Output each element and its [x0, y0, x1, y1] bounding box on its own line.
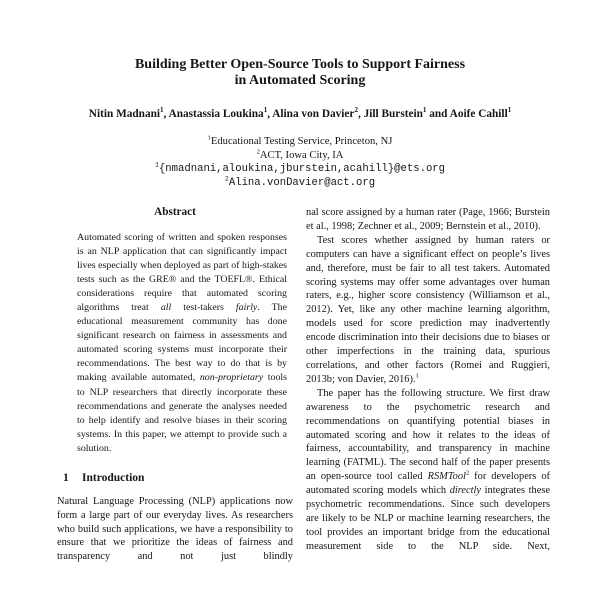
- paper-title: [0, 57, 600, 88]
- body-paragraph-structure: The paper has the following structure. We first draw awareness to the psychometric research and recommendations on quantifying potential biases in automated scoring and how it relates to the ideas of fairness, accountability, and transparency in machine learning (FATML). The second half of the paper presents an open-source tool called RSMTool$^2$ for developers of automated scoring models which directly integrates these psychometric recommendations. Since such developers are likely to be NLP or machine learning researchers, the tool provides an important bridge from the educational measurement side to the NLP side. Next,: [306, 387, 550, 552]
- title-line-2: in Automated Scoring: [234, 72, 366, 88]
- abstract-text: Automated scoring of written and spoken responses is an NLP application that can significantly impact lives especially when deployed as part of high-stakes tests such as the GRE® and the TOEFL®. Ethical considerations require that automated scoring algorithms treat all test-takers fairly. The educational measurement community has done significant research on fairness in assessments and automated scoring systems must incorporate their recommendations. The best way to do that is by making available automated, non-proprietary tools to NLP researchers that directly incorporate these recommendations and generate the analyses needed to help identify and resolve biases in their scoring systems. In this paper, we attempt to provide such a solution.: [77, 232, 287, 454]
- email-line-1: $^1${nmadnani,aloukina,jburstein,acahill}@ets.org: [154, 161, 446, 175]
- section-heading-introduction: [63, 472, 293, 484]
- abstract-heading: Abstract: [154, 206, 196, 218]
- section-title: Introduction: [82, 471, 145, 484]
- authors-line: Nitin Madnani$^1$, Anastassia Loukina$^1$, Alina von Davier$^2$, Jill Burstein$^1$ and Aoife Cahill$^1$: [88, 106, 512, 120]
- title-line-1: Building Better Open-Source Tools to Support Fairness: [134, 57, 466, 72]
- intro-paragraph: Natural Language Processing (NLP) applications now form a large part of our everyday lives. As researchers who build such applications, we have a responsibility to ensure that we prioritize the ideas of fairness and transparency and not just blindly: [57, 495, 293, 563]
- right-column: [306, 206, 550, 600]
- email-line-2: $^2$Alina.vonDavier@act.org: [224, 175, 376, 189]
- affiliation-line-1: $^1$Educational Testing Service, Princeton, NJ: [207, 134, 393, 147]
- author-emails: [0, 162, 600, 190]
- affiliation-line-2: $^2$ACT, Iowa City, IA: [256, 147, 344, 161]
- affiliations: [0, 135, 600, 162]
- left-column: [57, 206, 293, 600]
- body-paragraph-continuation: nal score assigned by a human rater (Page, 1966; Burstein et al., 1998; Zechner et al., 2009; Bernstein et al., 2010).: [306, 207, 550, 232]
- section-number: 1: [63, 471, 69, 484]
- body-paragraph-test-scores: Test scores whether assigned by human raters or computers can have a significant effect on people’s lives and, therefore, must be fair to all test takers. Automated scoring systems may offer some advantages over human raters, e.g., higher score consistency (Williamson et al., 2012). Yet, like any other machine learning algorithm, models used for score prediction may inadvertently encode discrimination into their decisions due to biases or other imperfections in the training data, spurious correlations, and other factors (Romei and Ruggieri, 2013b; von Davier, 2016).$^1$: [306, 234, 550, 385]
